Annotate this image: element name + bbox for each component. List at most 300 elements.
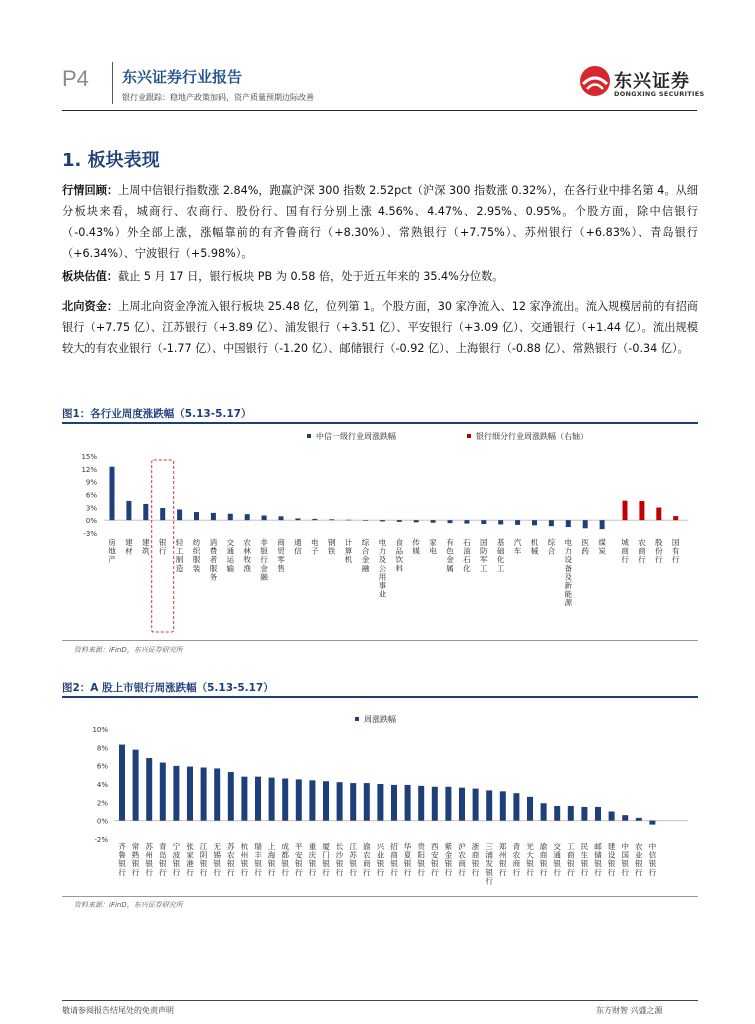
svg-text:苏: 苏 — [227, 842, 235, 851]
x-tick-label — [594, 841, 602, 877]
figure1-source: 资料来源：iFinD，东兴证券研究所 — [74, 646, 183, 654]
svg-text:鲁: 鲁 — [118, 850, 126, 860]
figure1-bottom-rule — [62, 640, 698, 641]
bar — [532, 520, 537, 525]
svg-text:行: 行 — [390, 867, 398, 877]
svg-text:行: 行 — [308, 867, 317, 877]
svg-text:银: 银 — [471, 859, 480, 869]
bar — [146, 758, 152, 821]
legend-label: 银行细分行业周涨跌幅（右轴） — [476, 432, 588, 441]
bar — [364, 783, 370, 821]
bar — [214, 768, 220, 820]
x-tick-label — [145, 841, 153, 877]
x-tick-label — [565, 537, 573, 607]
figure1-title: 图1：各行业周度涨跌幅（5.13-5.17） — [62, 408, 252, 420]
x-tick-label — [431, 842, 439, 877]
svg-text:媒: 媒 — [412, 546, 420, 556]
bar — [380, 520, 385, 521]
svg-text:苏: 苏 — [145, 842, 153, 851]
x-tick-label — [396, 537, 404, 573]
bar — [513, 793, 519, 821]
svg-text:子: 子 — [311, 546, 319, 556]
svg-text:重: 重 — [308, 842, 317, 851]
legend-label: 周涨跌幅 — [364, 715, 396, 724]
bar — [282, 779, 288, 821]
bar — [377, 784, 383, 821]
bar — [554, 806, 560, 821]
text-valuation: 截止 5 月 17 日，银行板块 PB 为 0.58 倍，处于近五年来的 35.4%分位数。 — [117, 270, 504, 283]
svg-text:交: 交 — [553, 842, 561, 851]
svg-text:储: 储 — [594, 850, 602, 860]
x-tick-label — [309, 841, 317, 877]
bar — [262, 515, 267, 520]
svg-text:银: 银 — [159, 859, 167, 869]
x-tick-label — [417, 841, 425, 877]
x-tick-label — [655, 538, 663, 564]
svg-text:金: 金 — [361, 555, 370, 565]
svg-text:股: 股 — [655, 538, 663, 547]
svg-text:中: 中 — [621, 842, 629, 851]
svg-text:行: 行 — [431, 867, 439, 877]
svg-text:银: 银 — [539, 859, 548, 869]
bar — [346, 520, 351, 521]
svg-text:长: 长 — [335, 842, 344, 851]
bar — [397, 520, 402, 522]
bar — [595, 807, 601, 821]
svg-text:商: 商 — [390, 850, 398, 860]
x-tick-label — [362, 537, 370, 573]
svg-text:务: 务 — [209, 572, 218, 582]
svg-text:行: 行 — [594, 867, 602, 877]
bar — [600, 520, 605, 529]
bar — [515, 520, 520, 525]
svg-text:成: 成 — [281, 842, 289, 851]
svg-text:西: 西 — [431, 842, 439, 851]
svg-text:沙: 沙 — [335, 850, 344, 860]
svg-text:行: 行 — [295, 867, 303, 877]
bar — [177, 509, 182, 520]
bar — [568, 806, 574, 821]
bar — [445, 787, 451, 821]
bar — [405, 785, 411, 821]
svg-text:大: 大 — [526, 850, 534, 860]
y-tick-label: 15% — [81, 453, 97, 461]
y-tick-label: 0% — [96, 817, 108, 826]
svg-text:行: 行 — [553, 867, 561, 877]
svg-text:输: 输 — [226, 563, 235, 573]
bar — [609, 812, 615, 821]
figure2-rule — [62, 696, 698, 698]
x-tick-label — [142, 537, 150, 556]
y-tick-label: 12% — [81, 465, 97, 474]
svg-text:计: 计 — [344, 538, 353, 547]
x-tick-label — [531, 537, 539, 556]
svg-text:行: 行 — [260, 555, 268, 565]
svg-text:铁: 铁 — [327, 546, 336, 556]
svg-text:商: 商 — [363, 859, 371, 869]
x-tick-label — [472, 841, 480, 877]
svg-text:轻: 轻 — [175, 538, 184, 547]
svg-text:阳: 阳 — [417, 850, 425, 860]
svg-text:制: 制 — [175, 555, 184, 565]
svg-text:防: 防 — [480, 546, 488, 556]
svg-text:银: 银 — [607, 859, 616, 869]
svg-text:银: 银 — [417, 859, 425, 869]
svg-text:商: 商 — [638, 546, 646, 556]
x-tick-label — [227, 841, 235, 877]
bar — [549, 520, 554, 526]
svg-text:行: 行 — [648, 867, 657, 877]
x-tick-label — [672, 538, 680, 564]
svg-text:织: 织 — [192, 546, 201, 556]
x-tick-label — [638, 537, 646, 564]
svg-text:农: 农 — [638, 538, 646, 547]
svg-text:行: 行 — [349, 867, 357, 877]
svg-text:工: 工 — [175, 546, 184, 556]
bar — [481, 520, 486, 524]
svg-text:行: 行 — [671, 555, 680, 565]
svg-text:行: 行 — [145, 867, 153, 877]
bar — [464, 520, 469, 523]
svg-text:饮: 饮 — [395, 555, 404, 565]
svg-text:行: 行 — [526, 867, 534, 877]
bar — [269, 778, 275, 821]
svg-text:装: 装 — [192, 563, 201, 573]
svg-text:行: 行 — [471, 867, 480, 877]
svg-text:行: 行 — [159, 867, 167, 877]
svg-text:张: 张 — [186, 842, 194, 851]
bar — [296, 779, 302, 820]
x-tick-label — [540, 841, 548, 877]
legend-swatch — [307, 434, 311, 438]
svg-text:商: 商 — [458, 859, 466, 869]
paragraph-market-review — [62, 180, 698, 264]
bar — [639, 501, 644, 520]
x-tick-label — [277, 537, 285, 573]
svg-text:行: 行 — [335, 867, 344, 877]
svg-text:综: 综 — [361, 538, 370, 547]
svg-text:商: 商 — [512, 859, 521, 869]
svg-text:药: 药 — [581, 546, 589, 556]
text-northbound: 上周北向资金净流入银行板块 25.48 亿，位列第 1。个股方面，30 家净流入、12 家净流出。流入规模居前的有招商银行（+7.75 亿）、江苏银行（+3.89 亿）、浦发银行（+3.51 亿）、平安银行（+3.09 亿）、交通银行（+1.44 亿）。流出规模较大的有农业银行（-1.77 亿）、中国银行（-1.20 亿）、邮储银行（-0.92 亿）、上海银行（-0.88 亿）、常熟银行（-0.34 亿）。 — [62, 300, 698, 355]
industry-weekly-chart — [62, 426, 698, 640]
svg-text:属: 属 — [446, 563, 454, 573]
x-tick-label — [649, 841, 657, 877]
svg-text:机: 机 — [530, 538, 539, 547]
svg-text:无: 无 — [213, 842, 221, 851]
x-tick-label — [108, 537, 116, 564]
bar — [448, 520, 453, 523]
svg-text:金: 金 — [444, 850, 453, 860]
x-tick-label — [480, 538, 488, 573]
svg-text:医: 医 — [581, 538, 589, 547]
x-tick-label — [173, 841, 181, 877]
y-tick-label: 3% — [85, 504, 97, 513]
svg-text:基: 基 — [496, 538, 505, 547]
x-tick-label — [485, 842, 493, 885]
bar — [279, 516, 284, 520]
svg-text:贸: 贸 — [277, 546, 285, 556]
x-tick-label — [608, 841, 616, 877]
svg-text:建: 建 — [607, 842, 616, 851]
x-tick-label — [390, 841, 398, 877]
bar — [241, 777, 247, 821]
svg-text:行: 行 — [363, 867, 371, 877]
svg-text:金: 金 — [446, 555, 454, 565]
bar — [432, 787, 438, 821]
svg-text:商: 商 — [621, 546, 629, 556]
svg-text:商: 商 — [471, 850, 480, 860]
svg-text:设: 设 — [564, 555, 573, 565]
svg-text:售: 售 — [277, 563, 285, 573]
footer-rule — [62, 1000, 698, 1001]
svg-text:行: 行 — [621, 555, 629, 565]
svg-text:发: 发 — [485, 859, 493, 869]
svg-text:石: 石 — [463, 555, 471, 565]
svg-text:厦: 厦 — [322, 842, 330, 851]
x-tick-label — [553, 841, 561, 877]
x-tick-label — [349, 842, 357, 877]
svg-text:信: 信 — [648, 850, 657, 860]
svg-text:都: 都 — [281, 850, 289, 860]
svg-text:行: 行 — [213, 867, 221, 877]
svg-text:品: 品 — [395, 546, 404, 556]
bar — [581, 807, 587, 821]
svg-text:夏: 夏 — [403, 850, 412, 860]
svg-text:行: 行 — [240, 867, 249, 877]
svg-text:银: 银 — [308, 859, 317, 869]
footer-disclaimer: 敬请参阅报告结尾处的免责声明 — [62, 1006, 174, 1015]
svg-text:银: 银 — [526, 859, 534, 869]
svg-text:紫: 紫 — [444, 842, 453, 851]
bar — [636, 818, 642, 821]
svg-text:农: 农 — [227, 850, 235, 860]
y-tick-label: -3% — [83, 530, 97, 538]
y-tick-label: 4% — [96, 781, 108, 789]
svg-text:机: 机 — [344, 555, 353, 565]
svg-text:建: 建 — [125, 538, 133, 547]
svg-text:融: 融 — [361, 563, 370, 573]
svg-text:渔: 渔 — [243, 563, 251, 573]
y-tick-label: 2% — [96, 799, 108, 808]
svg-text:行: 行 — [186, 867, 194, 877]
svg-text:招: 招 — [390, 842, 398, 851]
x-tick-label — [260, 537, 268, 581]
svg-text:料: 料 — [395, 563, 404, 573]
x-tick-label — [446, 537, 454, 573]
x-tick-label — [458, 841, 466, 877]
svg-text:林: 林 — [243, 546, 251, 556]
svg-text:家: 家 — [186, 850, 194, 860]
paragraph-northbound — [62, 296, 698, 359]
bar — [459, 788, 465, 821]
svg-text:通: 通 — [294, 538, 302, 547]
svg-text:银: 银 — [621, 859, 629, 869]
paragraph-valuation — [62, 266, 698, 287]
x-tick-label — [294, 537, 302, 556]
svg-text:江: 江 — [199, 842, 208, 851]
svg-text:工: 工 — [567, 842, 575, 851]
x-tick-label — [526, 841, 534, 877]
svg-text:牧: 牧 — [243, 555, 251, 565]
svg-text:银: 银 — [267, 859, 276, 869]
bar — [119, 745, 125, 821]
bar — [623, 501, 628, 521]
bar — [431, 520, 436, 523]
svg-text:商: 商 — [567, 850, 575, 860]
legend-label: 中信一级行业周涨跌幅 — [316, 432, 396, 441]
svg-text:行: 行 — [403, 867, 412, 877]
bar — [566, 520, 571, 527]
bar — [323, 781, 329, 820]
svg-text:行: 行 — [485, 876, 493, 886]
svg-text:能: 能 — [564, 589, 573, 599]
svg-text:庆: 庆 — [308, 850, 317, 860]
svg-text:运: 运 — [226, 555, 235, 565]
svg-text:渝: 渝 — [363, 842, 371, 851]
svg-text:金: 金 — [260, 563, 268, 573]
svg-text:行: 行 — [580, 867, 589, 877]
svg-text:械: 械 — [530, 546, 539, 556]
svg-text:有: 有 — [446, 538, 454, 547]
svg-text:银: 银 — [403, 859, 412, 869]
svg-text:设: 设 — [607, 850, 616, 860]
svg-text:银: 银 — [240, 859, 249, 869]
svg-text:沪: 沪 — [458, 842, 466, 851]
bar — [418, 786, 424, 821]
svg-text:渝: 渝 — [539, 842, 548, 851]
svg-text:银: 银 — [390, 859, 398, 869]
x-tick-label — [213, 842, 221, 877]
svg-text:合: 合 — [547, 546, 556, 556]
svg-text:油: 油 — [463, 546, 471, 556]
svg-text:行: 行 — [267, 867, 276, 877]
svg-text:有: 有 — [671, 546, 680, 556]
svg-text:阴: 阴 — [199, 850, 208, 860]
svg-text:电: 电 — [311, 538, 319, 547]
svg-text:浙: 浙 — [471, 842, 480, 851]
svg-text:筑: 筑 — [142, 546, 150, 556]
svg-text:三: 三 — [485, 842, 493, 851]
svg-text:州: 州 — [499, 850, 507, 860]
y-tick-label: 8% — [96, 744, 108, 753]
svg-text:行: 行 — [118, 867, 126, 877]
svg-text:兴: 兴 — [376, 842, 385, 851]
x-tick-label — [345, 537, 353, 564]
svg-text:银: 银 — [118, 859, 126, 869]
bar — [498, 520, 503, 524]
report-title: 东兴证券行业报告 — [122, 68, 243, 86]
svg-text:银: 银 — [213, 859, 221, 869]
svg-text:上: 上 — [267, 842, 276, 851]
x-tick-label — [227, 537, 235, 573]
svg-text:银: 银 — [227, 859, 235, 869]
svg-text:行: 行 — [655, 555, 663, 565]
svg-text:银: 银 — [553, 859, 561, 869]
svg-text:银: 银 — [335, 859, 344, 869]
svg-text:电: 电 — [429, 546, 437, 556]
y-tick-label: 6% — [96, 762, 108, 771]
svg-text:港: 港 — [186, 859, 194, 869]
svg-text:安: 安 — [295, 850, 303, 860]
y-tick-label: 10% — [92, 726, 108, 734]
svg-text:行: 行 — [376, 867, 385, 877]
legend-swatch — [355, 717, 359, 721]
x-tick-label — [581, 538, 589, 556]
svg-text:者: 者 — [209, 555, 218, 565]
svg-text:建: 建 — [142, 538, 150, 547]
svg-text:银: 银 — [131, 859, 140, 869]
x-tick-label — [412, 537, 420, 556]
svg-text:国: 国 — [671, 538, 680, 547]
svg-text:行: 行 — [254, 867, 262, 877]
svg-text:杭: 杭 — [240, 842, 249, 851]
x-tick-label — [635, 841, 643, 877]
bar — [350, 783, 356, 821]
svg-text:业: 业 — [635, 850, 643, 860]
svg-text:商: 商 — [277, 538, 285, 547]
bar — [649, 821, 655, 825]
svg-text:消: 消 — [209, 538, 218, 547]
bar — [110, 467, 115, 520]
bar — [228, 772, 234, 821]
svg-text:综: 综 — [547, 538, 556, 547]
svg-text:商: 商 — [539, 850, 548, 860]
svg-text:行: 行 — [512, 867, 521, 877]
svg-text:力: 力 — [378, 546, 387, 556]
x-tick-label — [445, 841, 453, 877]
y-tick-label: 9% — [85, 478, 97, 487]
svg-text:行: 行 — [322, 867, 330, 877]
svg-text:力: 力 — [564, 546, 573, 556]
bar — [211, 513, 216, 520]
bar — [500, 791, 506, 820]
header-divider — [112, 62, 113, 104]
x-tick-label — [514, 537, 522, 556]
svg-text:行: 行 — [635, 867, 643, 877]
logo-text-en: DONGXING SECURITIES — [614, 90, 705, 98]
svg-text:车: 车 — [513, 546, 522, 556]
svg-text:公: 公 — [378, 563, 387, 573]
svg-text:银: 银 — [295, 859, 303, 869]
svg-text:银: 银 — [648, 859, 657, 869]
bar — [527, 797, 533, 821]
svg-text:江: 江 — [349, 842, 357, 851]
x-tick-label — [322, 841, 330, 877]
svg-text:材: 材 — [125, 546, 133, 556]
svg-text:通: 通 — [226, 546, 235, 556]
svg-text:础: 础 — [496, 546, 505, 556]
svg-text:波: 波 — [172, 850, 181, 860]
svg-text:邮: 邮 — [594, 842, 602, 851]
bar — [143, 504, 148, 520]
x-tick-label — [311, 537, 319, 556]
svg-text:民: 民 — [580, 842, 589, 851]
x-tick-label — [268, 841, 276, 877]
svg-text:银: 银 — [567, 859, 575, 869]
bar — [391, 785, 397, 821]
bar — [160, 763, 166, 821]
svg-text:州: 州 — [145, 850, 153, 860]
bar — [312, 519, 317, 520]
label-northbound: 北向资金： — [62, 300, 119, 313]
svg-text:事: 事 — [378, 581, 387, 590]
svg-text:工: 工 — [480, 563, 488, 573]
svg-text:银: 银 — [199, 859, 208, 869]
bar — [486, 790, 492, 820]
svg-text:州: 州 — [240, 850, 249, 860]
bar — [622, 815, 628, 821]
